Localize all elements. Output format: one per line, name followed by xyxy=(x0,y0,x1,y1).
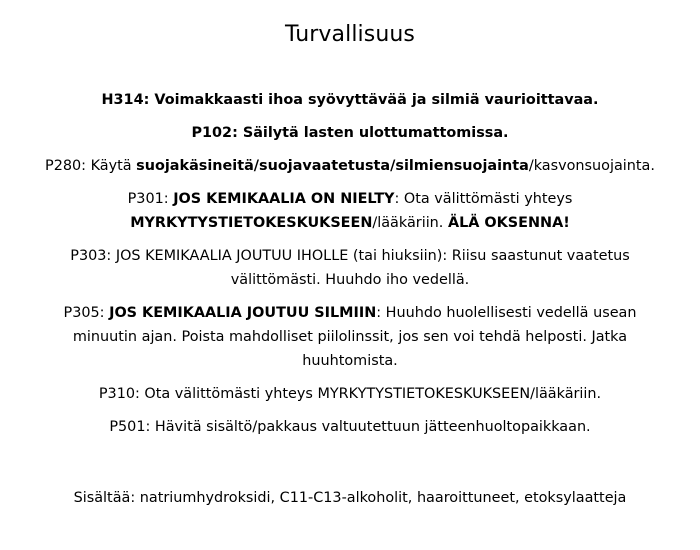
statement-p301-bold1: JOS KEMIKAALIA ON NIELTY xyxy=(173,191,395,207)
statement-p102 xyxy=(20,121,680,145)
statement-h314 xyxy=(20,88,680,112)
statement-p102-text: P102: Säilytä lasten ulottumattomissa. xyxy=(191,125,509,141)
statement-p301-bold3: ÄLÄ OKSENNA! xyxy=(447,215,570,231)
statement-p301-text2: /lääkäriin. xyxy=(372,215,448,231)
statement-p280-rest: /kasvonsuojainta. xyxy=(528,158,655,174)
statement-p280-code: P280: Käytä xyxy=(45,158,137,174)
statement-p305 xyxy=(20,301,680,373)
safety-statements xyxy=(20,88,680,448)
statement-p280-bold: suojakäsineitä/suojavaatetusta/silmiensuojainta xyxy=(136,158,529,174)
statement-p301-bold2: MYRKYTYSTIETOKESKUKSEEN xyxy=(130,215,373,231)
statement-p301 xyxy=(20,187,680,235)
statement-p305-rest: : Huuhdo huolellisesti vedellä usean minuutin ajan. Poista mahdolliset piilolinssit, jos sen voi tehdä helposti. Jatka huuhtomista. xyxy=(72,305,637,369)
statement-p303: P303: JOS KEMIKAALIA JOUTUU IHOLLE (tai hiuksiin): Riisu saastunut vaatetus välittömästi. Huuhdo iho vedellä. xyxy=(70,248,630,288)
statement-h314-text: H314: Voimakkaasti ihoa syövyttävää ja silmiä vaurioittavaa. xyxy=(101,92,599,108)
statement-p310: P310: Ota välittömästi yhteys MYRKYTYSTIETOKESKUKSEEN/lääkäriin. xyxy=(98,386,602,402)
statement-p305-code: P305: xyxy=(63,305,110,321)
ingredients-text: Sisältää: natriumhydroksidi, C11-C13-alkoholit, haaroittuneet, etoksylaatteja xyxy=(73,490,627,506)
page-title: Turvallisuus xyxy=(285,22,415,47)
statement-p301-text1: : Ota välittömästi yhteys xyxy=(394,191,573,207)
statement-p301-code: P301: xyxy=(127,191,174,207)
statement-p305-bold: JOS KEMIKAALIA JOUTUU SILMIIN xyxy=(109,305,377,321)
statement-p280 xyxy=(20,154,680,178)
statement-p501: P501: Hävitä sisältö/pakkaus valtuutettuun jätteenhuoltopaikkaan. xyxy=(109,419,591,435)
